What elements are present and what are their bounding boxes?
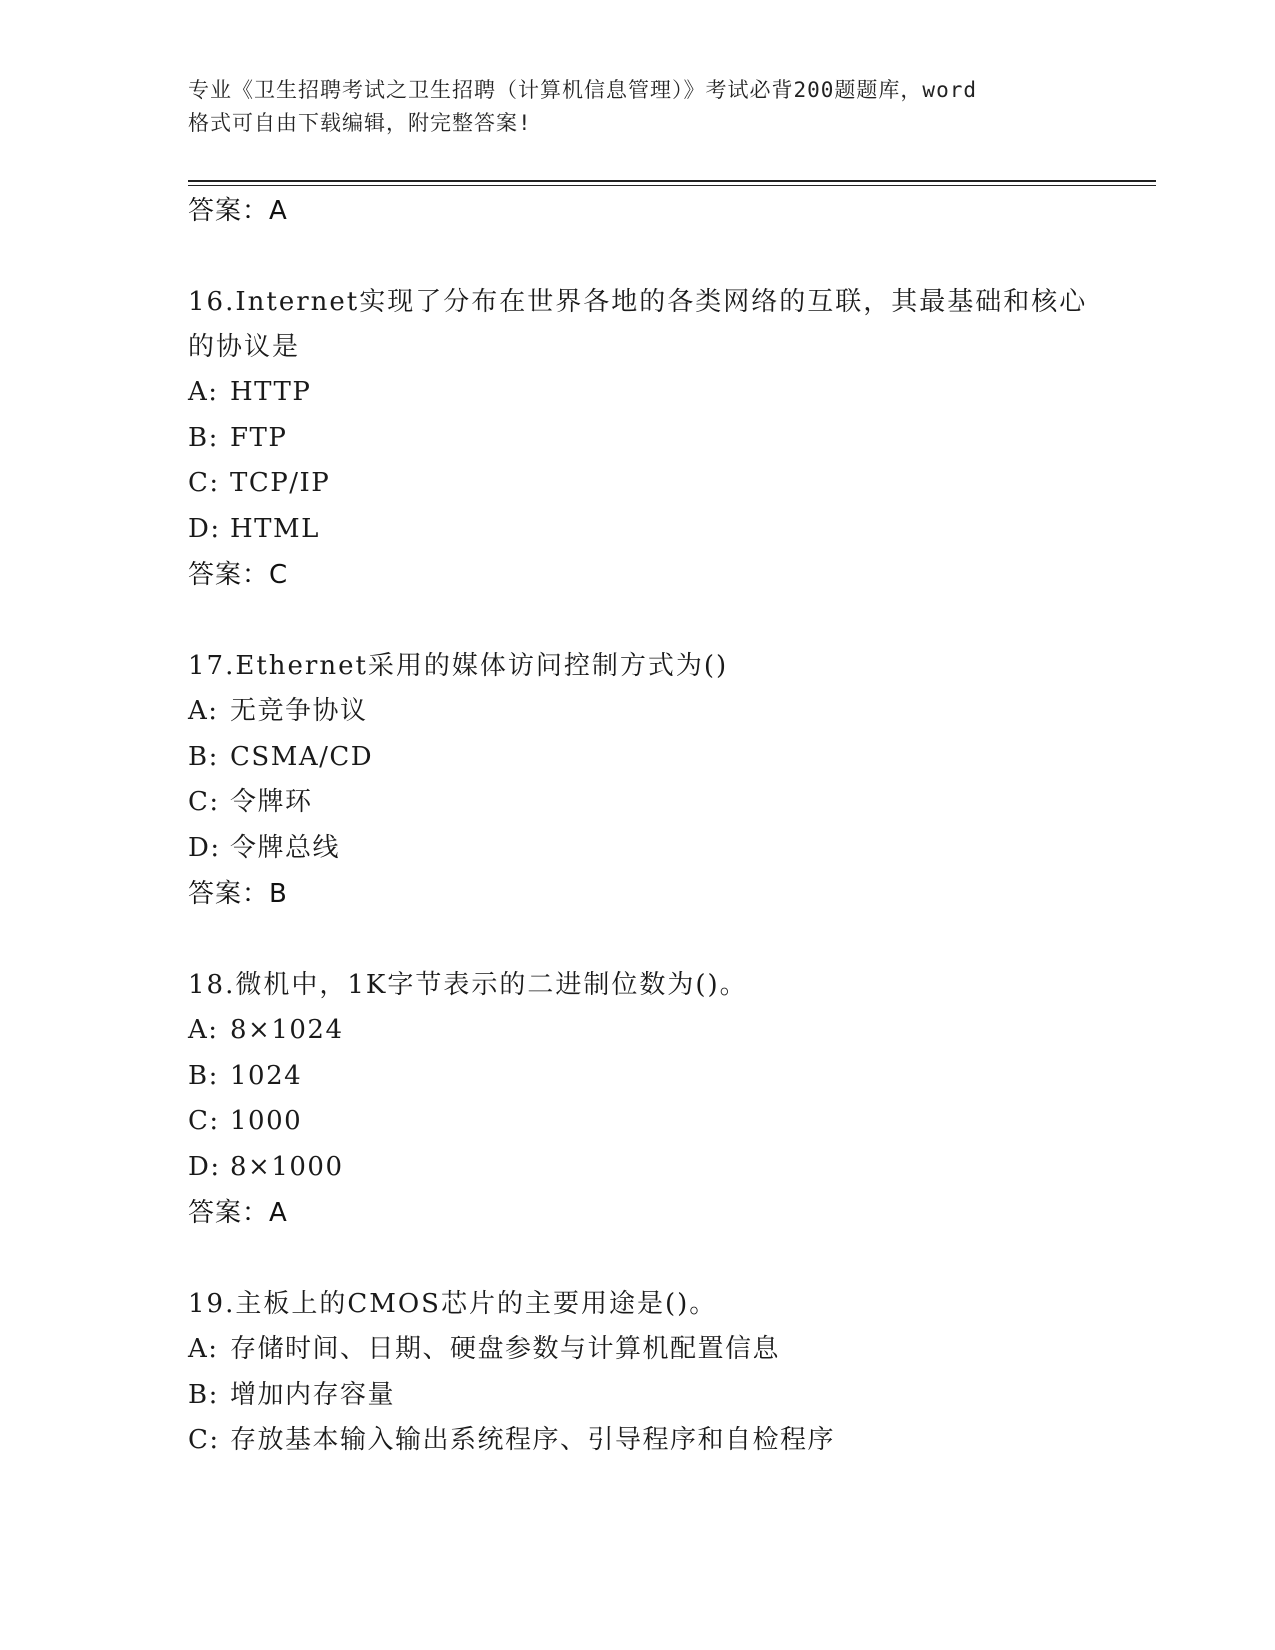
option-a <box>188 689 1088 735</box>
option-text: HTTP <box>230 377 312 407</box>
answer-line: 答案：C <box>188 560 289 590</box>
question-item <box>188 963 1088 1236</box>
option-letter: A: <box>188 696 219 726</box>
option-d <box>188 826 1088 872</box>
option-text: 8×1000 <box>230 1151 344 1182</box>
option-letter: A: <box>188 377 219 407</box>
option-d <box>188 1145 1088 1191</box>
option-letter: D: <box>188 1151 221 1182</box>
option-letter: C: <box>188 468 220 498</box>
option-c <box>188 780 1088 826</box>
answer-line: 答案：B <box>188 879 288 909</box>
option-letter: C: <box>188 1425 220 1455</box>
question-item <box>188 644 1088 917</box>
header-divider-thin <box>188 185 1156 186</box>
option-letter: A: <box>188 1015 219 1045</box>
header-divider-thick <box>188 180 1156 182</box>
option-b <box>188 735 1088 781</box>
option-c <box>188 1418 1088 1464</box>
option-text: HTML <box>230 513 320 544</box>
question-text: 19.主板上的CMOS芯片的主要用途是()。 <box>188 1289 718 1319</box>
answer-line: 答案：A <box>188 1198 288 1228</box>
option-text: 8×1024 <box>230 1015 344 1045</box>
option-letter: B: <box>188 1060 219 1091</box>
question-item <box>188 1282 1088 1464</box>
question-text: 17.Ethernet采用的媒体访问控制方式为() <box>188 651 729 681</box>
option-text: TCP/IP <box>230 468 331 498</box>
option-letter: B: <box>188 422 219 453</box>
option-b <box>188 416 1088 462</box>
question-text: 16.Internet实现了分布在世界各地的各类网络的互联，其最基础和核心的协议是 <box>188 287 1088 362</box>
option-letter: C: <box>188 787 220 817</box>
option-text: 无竞争协议 <box>230 696 368 726</box>
option-letter: C: <box>188 1106 220 1136</box>
option-text: 1024 <box>230 1060 303 1091</box>
question-item <box>188 280 1088 598</box>
option-text: 令牌环 <box>230 787 313 817</box>
option-text: CSMA/CD <box>230 741 374 772</box>
option-text: 1000 <box>230 1106 303 1136</box>
answer-line: 答案：A <box>188 196 288 226</box>
option-text: 令牌总线 <box>230 832 341 863</box>
option-text: FTP <box>230 422 288 453</box>
option-letter: D: <box>188 832 221 863</box>
question-text: 18.微机中，1K字节表示的二进制位数为()。 <box>188 970 748 1000</box>
option-a <box>188 1008 1088 1054</box>
option-text: 存放基本输入输出系统程序、引导程序和自检程序 <box>230 1425 836 1455</box>
page-header <box>188 74 1088 140</box>
option-a <box>188 370 1088 416</box>
question-list <box>188 188 1088 1464</box>
option-letter: B: <box>188 741 219 772</box>
option-c <box>188 1099 1088 1145</box>
option-a <box>188 1327 1088 1373</box>
header-title-line-1: 专业《卫生招聘考试之卫生招聘（计算机信息管理）》考试必背200题题库，word <box>188 78 977 102</box>
option-letter: A: <box>188 1334 219 1364</box>
option-b <box>188 1054 1088 1100</box>
option-letter: B: <box>188 1379 219 1410</box>
option-c <box>188 461 1088 507</box>
option-text: 存储时间、日期、硬盘参数与计算机配置信息 <box>230 1334 781 1364</box>
option-letter: D: <box>188 513 221 544</box>
option-b <box>188 1373 1088 1419</box>
option-d <box>188 507 1088 553</box>
header-title-line-2: 格式可自由下载编辑，附完整答案! <box>188 111 532 135</box>
option-text: 增加内存容量 <box>230 1379 396 1410</box>
